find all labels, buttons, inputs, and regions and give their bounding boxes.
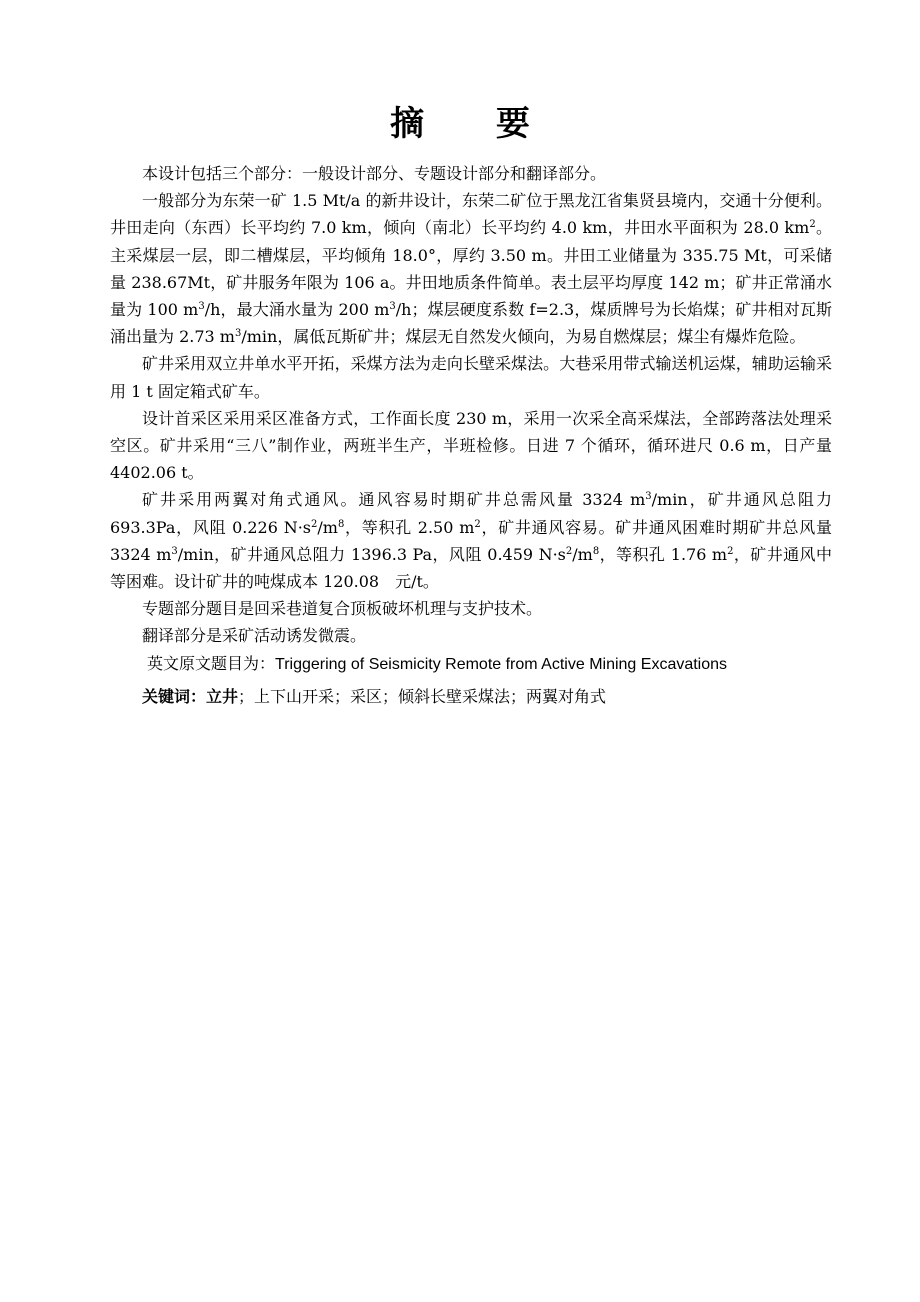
development-paragraph: 矿井采用双立井单水平开拓，采煤方法为走向长壁采煤法。大巷采用带式输送机运煤，辅助运输采用 1 t 固定箱式矿车。 <box>110 354 832 401</box>
general-text-1: 一般部分为东荣一矿 1.5 Mt/a 的新井设计，东荣二矿位于黑龙江省集贤县境内，交通十分便利。井田走向（东西）长平均约 7.0 km，倾向（南北）长平均约 4.0 km，井田水平面积为 28.0 km <box>110 191 832 238</box>
superscript: 3 <box>645 491 652 503</box>
superscript: 3 <box>198 301 205 313</box>
general-text-4: /h；煤层硬度系数 f=2.3，煤质牌号为长焰煤；矿井相对瓦斯涌出量为 2.73 m <box>110 300 832 347</box>
keywords-label: 关键词： <box>142 686 207 706</box>
vent-text-8: ，等积孔 1.76 m <box>599 544 728 564</box>
special-topic-paragraph: 专题部分题目是回采巷道复合顶板破坏机理与支护技术。 <box>142 599 543 619</box>
abstract-body <box>110 160 832 710</box>
general-design-paragraph <box>110 187 832 350</box>
ventilation-paragraph <box>110 486 832 595</box>
english-title-label: 英文原文题目为： <box>147 653 276 673</box>
superscript: 8 <box>592 545 600 557</box>
general-text-2: 。主采煤层一层，即二槽煤层，平均倾角 18.0°，厚约 3.50 m。井田工业储量为 335.75 Mt，可采储量 238.67Mt，矿井服务年限为 106 a。井田地质条件简单。表土层平均厚度 142 m；矿井正常涌水量为 100 m <box>110 218 832 320</box>
intro-paragraph: 本设计包括三个部分：一般设计部分、专题设计部分和翻译部分。 <box>142 164 607 183</box>
keyword-first: 立井 <box>206 686 239 706</box>
mining-area-paragraph: 设计首采区采用采区准备方式，工作面长度 230 m，采用一次采全高采煤法，全部跨落法处理采空区。矿井采用“三八”制作业，两班半生产，半班检修。日进 7 个循环，循环进尺 0.6 m，日产量 4402.06 t。 <box>110 408 832 483</box>
superscript: 3 <box>171 545 178 557</box>
keywords-line <box>110 683 832 710</box>
superscript: 2 <box>727 545 734 557</box>
vent-text-2: /min，矿井通风总阻力 693.3Pa，风阻 0.226 N·s <box>110 490 832 537</box>
vent-text-4: ，等积孔 2.50 m <box>344 517 475 537</box>
english-title: Triggering of Seismicity Remote from Active Mining Excavations <box>275 655 728 673</box>
english-title-paragraph <box>110 650 832 678</box>
general-text-3: /h，最大涌水量为 200 m <box>204 300 390 320</box>
general-text-5: /min，属低瓦斯矿井；煤层无自然发火倾向，为易自燃煤层；煤尘有爆炸危险。 <box>241 327 806 347</box>
abstract-title: 摘 要 <box>390 104 560 144</box>
vent-text-3: /m <box>317 517 338 537</box>
vent-text-6: /min，矿井通风总阻力 1396.3 Pa，风阻 0.459 N·s <box>177 544 566 564</box>
superscript: 2 <box>474 518 481 530</box>
superscript: 2 <box>809 219 816 231</box>
superscript: 3 <box>234 328 242 340</box>
translation-paragraph: 翻译部分是采矿活动诱发微震。 <box>142 626 367 646</box>
superscript: 2 <box>565 545 573 557</box>
superscript: 3 <box>389 301 396 313</box>
vent-text-1: 矿井采用两翼对角式通风。通风容易时期矿井总需风量 3324 m <box>142 490 646 510</box>
superscript: 2 <box>311 518 318 530</box>
vent-text-9: ，矿井通风中等困难。设计矿井的吨煤成本 120.08 元/t。 <box>110 544 832 592</box>
keywords-list: ；上下山开采；采区；倾斜长壁采煤法；两翼对角式 <box>238 686 607 706</box>
superscript: 8 <box>337 518 345 530</box>
vent-text-5: ，矿井通风容易。矿井通风困难时期矿井总风量 3324 m <box>110 517 832 564</box>
vent-text-7: /m <box>572 544 593 564</box>
